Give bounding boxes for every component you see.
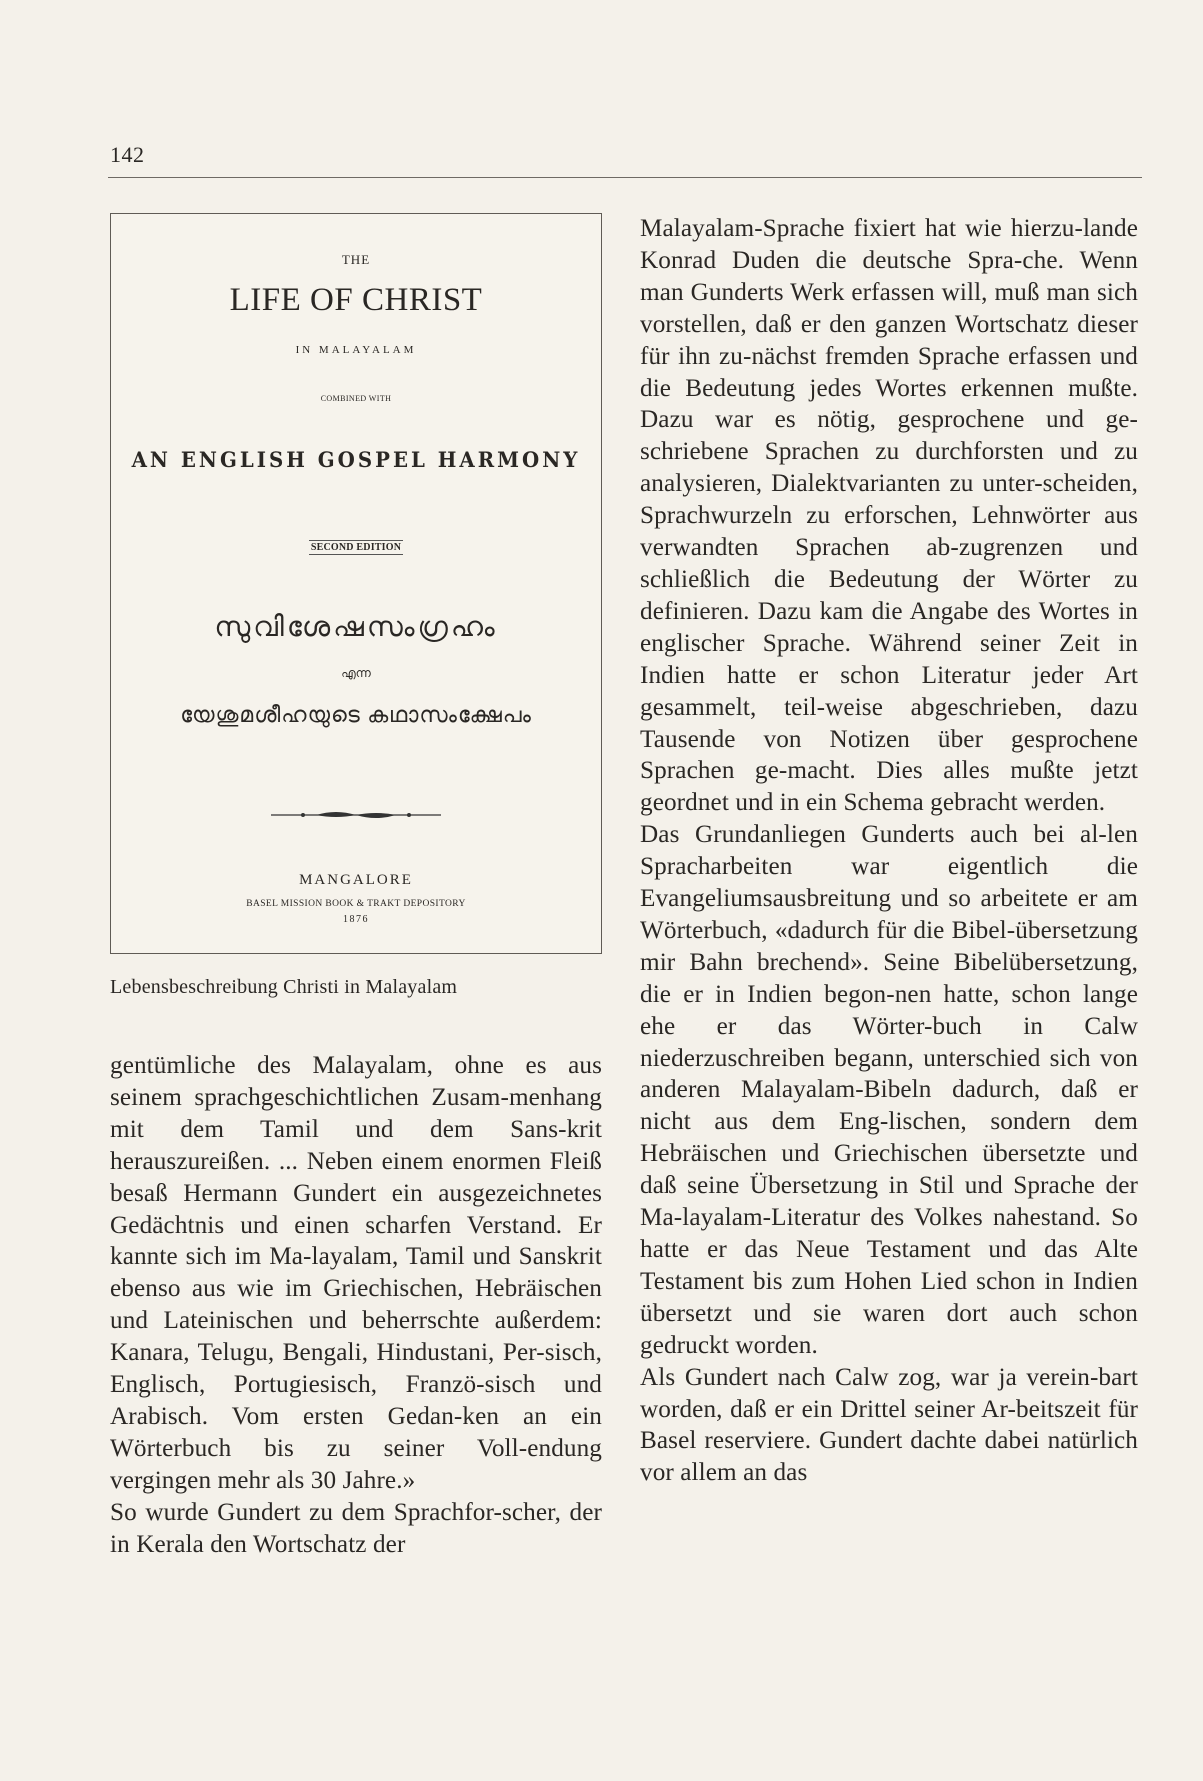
title-the: THE — [341, 252, 371, 267]
title-publisher: BASEL MISSION BOOK & TRAKT DEPOSITORY — [246, 899, 466, 909]
figure-caption: Lebensbeschreibung Christi in Malayalam — [110, 976, 458, 998]
right-paragraph-3: Als Gundert nach Calw zog, war ja verein-bart worden, daß er ein Drittel seiner Ar-beitszeit für Basel reserviere. Gundert dachte dabei natürlich vor allem an das — [640, 1363, 1138, 1487]
title-malayalam-line1: സുവിശേഷസംഗ്രഹം — [214, 612, 498, 643]
title-life-of-christ: LIFE OF CHRIST — [229, 282, 483, 318]
title-malayalam-line2: എന്ന — [341, 666, 371, 680]
title-edition — [111, 542, 601, 553]
title-page-image — [110, 213, 602, 954]
title-edition-label: SECOND EDITION — [310, 542, 402, 553]
right-column — [640, 213, 1138, 1489]
left-paragraph-1: gentümliche des Malayalam, ohne es aus seinem sprachgeschichtlichen Zusam-menhang mit dem Tamil und dem Sans-krit herauszureißen. ... Neben einem enormen Fleiß besaß Hermann Gundert ein ausgezeichnetes Gedächtnis und einen scharfen Verstand. Er kannte sich im Ma-layalam, Tamil und Sanskrit ebenso aus wie im Griechischen, Hebräischen und Lateinischen und beherrschte außerdem: Kanara, Telugu, Bengali, Hindustani, Per-sisch, Englisch, Portugiesisch, Franzö-sisch und Arabisch. Vom ersten Gedan-ken an ein Wörterbuch bis zu seiner Voll-endung vergingen mehr als 30 Jahre.» — [110, 1052, 602, 1494]
ornamental-rule — [111, 808, 601, 822]
right-paragraph-2: Das Grundanliegen Gunderts auch bei al-len Spracharbeiten war eigentlich die Evangeliumsausbreitung und so arbeitete er am Wörterbuch, «dadurch für die Bibel-übersetzung mir Bahn brechend». Seine Bibelübersetzung, die er in Indien begon-nen hatte, schon lange ehe er das Wörter-buch in Calw niederzuschreiben begann, unterschied sich von anderen Malayalam-Bibeln dadurch, daß er nicht aus dem Eng-lischen, sondern dem Hebräischen und Griechischen übersetzte und daß seine Übersetzung in Stil und Sprache der Ma-layalam-Literatur des Volkes nahestand. So hatte er das Neue Testament und das Alte Testament bis zum Hohen Lied schon in Indien übersetzt und sie waren dort auch schon gedruckt worden. — [640, 821, 1138, 1359]
title-in-malayalam: IN MALAYALAM — [295, 344, 417, 356]
right-paragraph-1: Malayalam-Sprache fixiert hat wie hierzu-lande Konrad Duden die deutsche Spra-che. Wenn man Gunderts Werk erfassen will, muß man sich vorstellen, daß er den ganzen Wortschatz dieser für ihn zu-nächst fremden Sprache erfassen und die Bedeutung jedes Wortes erkennen mußte. Dazu war es nötig, gesprochene und ge-schriebene Sprachen zu durchforsten und zu analysieren, Dialektvarianten zu unter-scheiden, Sprachwurzeln zu erforschen, Lehnwörter aus verwandten Sprachen ab-zugrenzen und schließlich die Bedeutung der Wörter zu definieren. Dazu kam die Angabe des Wortes in englischer Sprache. Während seiner Zeit in Indien hatte er schon Literatur jeder Art gesammelt, teil-weise abgeschrieben, dazu Tausende von Notizen über gesprochene Sprachen ge-macht. Dies alles mußte jetzt geordnet und in ein Schema gebracht werden. — [640, 215, 1138, 817]
title-combined-with: COMBINED WITH — [320, 394, 392, 403]
title-year: 1876 — [343, 914, 369, 925]
left-column — [110, 1050, 602, 1561]
title-gospel-harmony: AN ENGLISH GOSPEL HARMONY — [131, 447, 581, 472]
title-malayalam-line3: യേശുമശീഹയുടെ കഥാസംക്ഷേപം — [180, 702, 532, 727]
left-paragraph-2: So wurde Gundert zu dem Sprachfor-scher, der in Kerala den Wortschatz der — [110, 1498, 602, 1558]
header-rule — [108, 177, 1142, 178]
page-number: 142 — [110, 142, 145, 167]
title-place: MANGALORE — [299, 872, 413, 888]
